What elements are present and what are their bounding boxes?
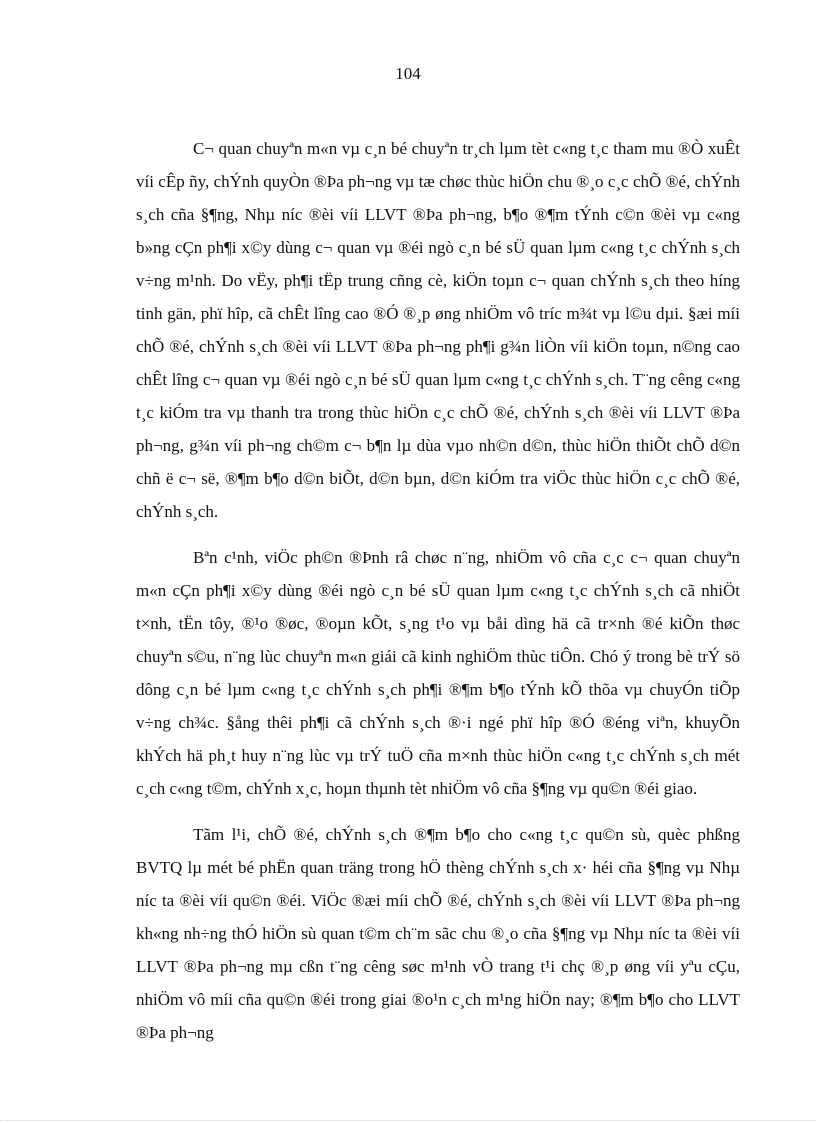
paragraph-1: C¬ quan chuyªn m«n vµ c¸n bé chuyªn tr¸ch lµm tèt c«ng t¸c tham mu ®Ò xuÊt víi cÊp ñy, chÝnh quyÒn ®Þa ph¬ng vµ tæ chøc thùc hiÖn chu ®¸o c¸c chÕ ®é, chÝnh s¸ch cña §¶ng, Nhµ níc ®èi víi LLVT ®Þa ph¬ng, b¶o ®¶m tÝnh c©n ®èi vµ c«ng b»ng cÇn ph¶i x©y dùng c¬ quan vµ ®éi ngò c¸n bé sÜ quan lµm c«ng t¸c chÝnh s¸ch v÷ng m¹nh. Do vËy, ph¶i tËp trung cñng cè, kiÖn toµn c¬ quan chÝnh s¸ch theo híng tinh gän, phï hîp, cã chÊt lîng cao ®Ó ®¸p øng nhiÖm vô tríc m¾t vµ l©u dµi. §æi míi chÕ ®é, chÝnh s¸ch ®èi víi LLVT ®Þa ph¬ng ph¶i g¾n liÒn víi kiÖn toµn, n©ng cao chÊt lîng c¬ quan vµ ®éi ngò c¸n bé sÜ quan lµm c«ng t¸c chÝnh s¸ch. T¨ng cêng c«ng t¸c kiÓm tra vµ thanh tra trong thùc hiÖn c¸c chÕ ®é, chÝnh s¸ch ®èi víi LLVT ®Þa ph¬ng, g¾n víi ph¬ng ch©m c¬ b¶n lµ dùa vµo nh©n d©n, thùc hiÖn thiÕt chÕ d©n chñ ë c¬ së, ®¶m b¶o d©n biÕt, d©n bµn, d©n kiÓm tra viÖc thùc hiÖn c¸c chÕ ®é, chÝnh s¸ch. [136,139,740,521]
page-bottom-divider [0,1120,816,1121]
paragraph-2: Bªn c¹nh, viÖc ph©n ®Þnh râ chøc n¨ng, nhiÖm vô cña c¸c c¬ quan chuyªn m«n cÇn ph¶i x©y dùng ®éi ngò c¸n bé sÜ quan lµm c«ng t¸c chÝnh s¸ch cã nhiÖt t×nh, tËn tôy, ®¹o ®øc, ®oµn kÕt, s¸ng t¹o vµ båi dìng hä cã tr×nh ®é kiÕn thøc chuyªn s©u, n¨ng lùc chuyªn m«n giái cã kinh nghiÖm thùc tiÔn. Chó ý trong bè trÝ sö dông c¸n bé lµm c«ng t¸c chÝnh s¸ch ph¶i ®¶m b¶o tÝnh kÕ thõa vµ chuyÓn tiÕp v÷ng ch¾c. §ång thêi ph¶i cã chÝnh s¸ch ®·i ngé phï hîp ®Ó ®éng viªn, khuyÕn khÝch hä ph¸t huy n¨ng lùc vµ trÝ tuÖ cña m×nh thùc hiÖn c«ng t¸c chÝnh s¸ch mét c¸ch c«ng t©m, chÝnh x¸c, hoµn thµnh tèt nhiÖm vô cña §¶ng vµ qu©n ®éi giao. [136,548,740,798]
paragraph-3: Tãm l¹i, chÕ ®é, chÝnh s¸ch ®¶m b¶o cho c«ng t¸c qu©n sù, quèc phßng BVTQ lµ mét bé phËn quan träng trong hÖ thèng chÝnh s¸ch x· héi cña §¶ng vµ Nhµ níc ta ®èi víi qu©n ®éi. ViÖc ®æi míi chÕ ®é, chÝnh s¸ch ®èi víi LLVT ®Þa ph¬ng kh«ng nh÷ng thÓ hiÖn sù quan t©m ch¨m sãc chu ®¸o cña §¶ng vµ Nhµ níc ta ®èi víi LLVT ®Þa ph¬ng mµ cßn t¨ng cêng søc m¹nh vÒ trang t¹i chç ®¸p øng víi yªu cÇu, nhiÖm vô míi cña qu©n ®éi trong giai ®o¹n c¸ch m¹ng hiÖn nay; ®¶m b¶o cho LLVT ®Þa ph¬ng [136,825,740,1042]
body-text [136,132,740,1049]
page-number: 104 [395,64,421,83]
